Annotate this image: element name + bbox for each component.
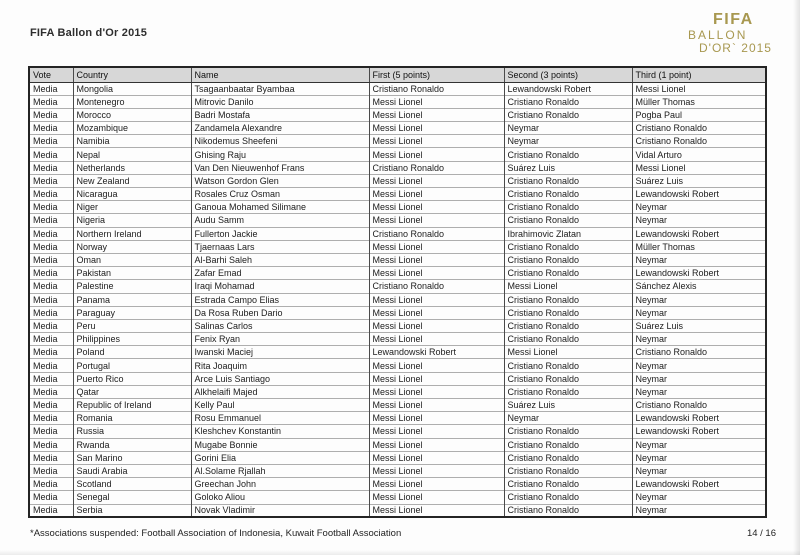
cell-name: Mitrovic Danilo	[191, 95, 369, 108]
cell-vote: Media	[29, 399, 73, 412]
cell-name: Zafar Emad	[191, 267, 369, 280]
cell-second: Cristiano Ronaldo	[504, 306, 632, 319]
cell-country: Qatar	[73, 385, 191, 398]
cell-vote: Media	[29, 438, 73, 451]
cell-country: Pakistan	[73, 267, 191, 280]
table-row	[29, 451, 766, 464]
cell-third: Neymar	[632, 201, 766, 214]
cell-second: Cristiano Ronaldo	[504, 464, 632, 477]
cell-third: Cristiano Ronaldo	[632, 135, 766, 148]
cell-first: Messi Lionel	[369, 464, 504, 477]
cell-country: Saudi Arabia	[73, 464, 191, 477]
cell-name: Iraqi Mohamad	[191, 280, 369, 293]
cell-third: Neymar	[632, 293, 766, 306]
cell-second: Lewandowski Robert	[504, 82, 632, 95]
cell-vote: Media	[29, 135, 73, 148]
logo-ballon-text: BALLON	[688, 28, 748, 42]
cell-third: Lewandowski Robert	[632, 412, 766, 425]
cell-third: Vidal Arturo	[632, 148, 766, 161]
cell-country: Peru	[73, 319, 191, 332]
cell-first: Messi Lionel	[369, 253, 504, 266]
column-header-country: Country	[73, 67, 191, 82]
table-row	[29, 425, 766, 438]
cell-second: Neymar	[504, 122, 632, 135]
cell-first: Messi Lionel	[369, 201, 504, 214]
cell-first: Messi Lionel	[369, 451, 504, 464]
cell-first: Cristiano Ronaldo	[369, 280, 504, 293]
cell-name: Al-Barhi Saleh	[191, 253, 369, 266]
table-row	[29, 280, 766, 293]
cell-name: Watson Gordon Glen	[191, 174, 369, 187]
cell-first: Messi Lionel	[369, 306, 504, 319]
cell-name: Gorini Elia	[191, 451, 369, 464]
cell-first: Messi Lionel	[369, 399, 504, 412]
cell-country: Republic of Ireland	[73, 399, 191, 412]
cell-second: Neymar	[504, 135, 632, 148]
cell-name: Ganoua Mohamed Silimane	[191, 201, 369, 214]
cell-second: Suárez Luis	[504, 161, 632, 174]
cell-third: Neymar	[632, 464, 766, 477]
cell-name: Tsagaanbaatar Byambaa	[191, 82, 369, 95]
cell-vote: Media	[29, 306, 73, 319]
cell-name: Nikodemus Sheefeni	[191, 135, 369, 148]
cell-second: Cristiano Ronaldo	[504, 491, 632, 504]
cell-name: Fullerton Jackie	[191, 227, 369, 240]
cell-vote: Media	[29, 280, 73, 293]
table-row	[29, 438, 766, 451]
cell-third: Suárez Luis	[632, 319, 766, 332]
cell-second: Cristiano Ronaldo	[504, 438, 632, 451]
cell-third: Messi Lionel	[632, 82, 766, 95]
cell-name: Ghising Raju	[191, 148, 369, 161]
cell-country: San Marino	[73, 451, 191, 464]
cell-country: Oman	[73, 253, 191, 266]
cell-third: Neymar	[632, 253, 766, 266]
cell-first: Lewandowski Robert	[369, 346, 504, 359]
logo-dor-year-text: D'OR` 2015	[699, 41, 772, 55]
table-row	[29, 253, 766, 266]
cell-second: Suárez Luis	[504, 399, 632, 412]
cell-third: Cristiano Ronaldo	[632, 122, 766, 135]
table-row	[29, 504, 766, 517]
table-row	[29, 333, 766, 346]
cell-third: Neymar	[632, 438, 766, 451]
table-row	[29, 478, 766, 491]
cell-first: Messi Lionel	[369, 95, 504, 108]
cell-vote: Media	[29, 122, 73, 135]
cell-first: Messi Lionel	[369, 333, 504, 346]
cell-name: Van Den Nieuwenhof Frans	[191, 161, 369, 174]
table-row	[29, 82, 766, 95]
table-row	[29, 148, 766, 161]
fifa-ballon-dor-logo	[688, 12, 780, 55]
table-row	[29, 319, 766, 332]
table-row	[29, 293, 766, 306]
cell-second: Cristiano Ronaldo	[504, 188, 632, 201]
cell-first: Messi Lionel	[369, 438, 504, 451]
cell-first: Messi Lionel	[369, 240, 504, 253]
cell-first: Messi Lionel	[369, 174, 504, 187]
cell-first: Messi Lionel	[369, 491, 504, 504]
cell-vote: Media	[29, 188, 73, 201]
cell-country: Scotland	[73, 478, 191, 491]
cell-first: Messi Lionel	[369, 108, 504, 121]
scan-edge-right	[793, 0, 800, 555]
votes-table	[28, 66, 767, 518]
suspended-associations-footnote: *Associations suspended: Football Association of Indonesia, Kuwait Football Association	[30, 528, 402, 539]
table-row	[29, 161, 766, 174]
logo-fifa-wordmark: FIFA	[713, 11, 754, 28]
cell-first: Messi Lionel	[369, 504, 504, 517]
cell-second: Cristiano Ronaldo	[504, 293, 632, 306]
cell-second: Cristiano Ronaldo	[504, 214, 632, 227]
cell-name: Tjaernaas Lars	[191, 240, 369, 253]
cell-name: Alkhelaifi Majed	[191, 385, 369, 398]
table-row	[29, 227, 766, 240]
cell-name: Al.Solame Rjallah	[191, 464, 369, 477]
page-number: 14 / 16	[746, 528, 776, 539]
cell-country: Namibia	[73, 135, 191, 148]
cell-third: Neymar	[632, 359, 766, 372]
cell-name: Zandamela Alexandre	[191, 122, 369, 135]
cell-first: Messi Lionel	[369, 319, 504, 332]
cell-second: Cristiano Ronaldo	[504, 174, 632, 187]
table-row	[29, 464, 766, 477]
cell-name: Da Rosa Ruben Dario	[191, 306, 369, 319]
cell-country: Serbia	[73, 504, 191, 517]
cell-name: Greechan John	[191, 478, 369, 491]
table-row	[29, 201, 766, 214]
votes-table-body	[29, 82, 766, 517]
cell-vote: Media	[29, 161, 73, 174]
cell-second: Cristiano Ronaldo	[504, 504, 632, 517]
cell-third: Neymar	[632, 333, 766, 346]
cell-first: Messi Lionel	[369, 293, 504, 306]
cell-country: Montenegro	[73, 95, 191, 108]
cell-vote: Media	[29, 227, 73, 240]
cell-second: Cristiano Ronaldo	[504, 451, 632, 464]
cell-first: Messi Lionel	[369, 135, 504, 148]
cell-name: Audu Samm	[191, 214, 369, 227]
table-row	[29, 372, 766, 385]
cell-vote: Media	[33, 83, 58, 94]
table-row	[29, 95, 766, 108]
cell-third: Cristiano Ronaldo	[632, 346, 766, 359]
cell-name: Mugabe Bonnie	[191, 438, 369, 451]
header-row	[29, 67, 766, 82]
cell-country: Portugal	[73, 359, 191, 372]
cell-country: Romania	[73, 412, 191, 425]
cell-vote: Media	[29, 201, 73, 214]
cell-country: Norway	[73, 240, 191, 253]
cell-third: Lewandowski Robert	[632, 267, 766, 280]
cell-first: Messi Lionel	[369, 372, 504, 385]
cell-vote: Media	[29, 464, 73, 477]
cell-vote: Media	[29, 451, 73, 464]
table-row	[29, 240, 766, 253]
table-row	[29, 306, 766, 319]
cell-first: Messi Lionel	[369, 478, 504, 491]
cell-third: Pogba Paul	[632, 108, 766, 121]
cell-second: Ibrahimovic Zlatan	[504, 227, 632, 240]
cell-first: Messi Lionel	[369, 359, 504, 372]
table-row	[29, 359, 766, 372]
cell-country: Nepal	[73, 148, 191, 161]
cell-country: Rwanda	[73, 438, 191, 451]
cell-name: Kleshchev Konstantin	[191, 425, 369, 438]
cell-name: Kelly Paul	[191, 399, 369, 412]
cell-vote: Media	[29, 372, 73, 385]
cell-second: Cristiano Ronaldo	[504, 372, 632, 385]
cell-second: Cristiano Ronaldo	[504, 319, 632, 332]
cell-vote: Media	[29, 346, 73, 359]
cell-first: Messi Lionel	[369, 385, 504, 398]
cell-first: Messi Lionel	[369, 412, 504, 425]
table-row	[29, 385, 766, 398]
cell-second: Messi Lionel	[504, 280, 632, 293]
cell-first: Messi Lionel	[369, 148, 504, 161]
cell-third: Neymar	[632, 451, 766, 464]
cell-vote: Media	[29, 214, 73, 227]
table-row	[29, 267, 766, 280]
cell-vote: Media	[29, 174, 73, 187]
cell-country: Palestine	[73, 280, 191, 293]
cell-country: Nigeria	[73, 214, 191, 227]
cell-vote: Media	[29, 240, 73, 253]
cell-name: Arce Luis Santiago	[191, 372, 369, 385]
column-header-name: Name	[191, 67, 369, 82]
cell-country: Paraguay	[73, 306, 191, 319]
cell-first: Messi Lionel	[369, 214, 504, 227]
cell-second: Cristiano Ronaldo	[504, 333, 632, 346]
cell-name: Rita Joaquim	[191, 359, 369, 372]
cell-first: Cristiano Ronaldo	[369, 82, 504, 95]
cell-vote: Media	[29, 412, 73, 425]
cell-second: Cristiano Ronaldo	[504, 201, 632, 214]
cell-vote: Media	[29, 253, 73, 266]
cell-third: Müller Thomas	[632, 240, 766, 253]
cell-name: Goloko Aliou	[191, 491, 369, 504]
table-row	[29, 108, 766, 121]
cell-second: Messi Lionel	[504, 346, 632, 359]
cell-name: Estrada Campo Elias	[191, 293, 369, 306]
cell-third: Neymar	[632, 372, 766, 385]
table-row	[29, 214, 766, 227]
cell-country: Mozambique	[73, 122, 191, 135]
cell-vote: Media	[29, 491, 73, 504]
page-title: FIFA Ballon d'Or 2015	[30, 27, 148, 39]
cell-third: Lewandowski Robert	[632, 188, 766, 201]
cell-third: Lewandowski Robert	[632, 478, 766, 491]
cell-vote: Media	[29, 504, 73, 517]
table-row	[29, 412, 766, 425]
cell-country: Niger	[73, 201, 191, 214]
cell-second: Neymar	[504, 412, 632, 425]
cell-third: Neymar	[632, 214, 766, 227]
table-row	[29, 399, 766, 412]
cell-second: Cristiano Ronaldo	[504, 385, 632, 398]
cell-country: Nicaragua	[73, 188, 191, 201]
cell-name: Iwanski Maciej	[191, 346, 369, 359]
cell-country: Poland	[73, 346, 191, 359]
cell-second: Cristiano Ronaldo	[504, 95, 632, 108]
cell-vote: Media	[29, 319, 73, 332]
cell-vote: Media	[29, 148, 73, 161]
cell-country: New Zealand	[73, 174, 191, 187]
cell-third: Lewandowski Robert	[632, 425, 766, 438]
cell-second: Cristiano Ronaldo	[504, 425, 632, 438]
cell-third: Neymar	[632, 306, 766, 319]
cell-second: Cristiano Ronaldo	[504, 267, 632, 280]
cell-name: Novak Vladimir	[191, 504, 369, 517]
cell-vote: Media	[29, 293, 73, 306]
cell-vote: Media	[29, 359, 73, 372]
table-row	[29, 135, 766, 148]
column-header-third: Third (1 point)	[632, 67, 766, 82]
cell-first: Messi Lionel	[369, 122, 504, 135]
cell-country: Mongolia	[73, 82, 191, 95]
cell-third: Neymar	[632, 491, 766, 504]
cell-second: Cristiano Ronaldo	[504, 359, 632, 372]
scan-edge-bottom	[0, 550, 800, 555]
cell-first: Messi Lionel	[369, 267, 504, 280]
table-row	[29, 346, 766, 359]
cell-country: Senegal	[73, 491, 191, 504]
cell-first: Messi Lionel	[369, 188, 504, 201]
cell-first: Messi Lionel	[369, 425, 504, 438]
cell-country: Puerto Rico	[73, 372, 191, 385]
votes-table-header	[29, 67, 766, 82]
table-row	[29, 122, 766, 135]
cell-vote: Media	[29, 108, 73, 121]
column-header-vote: Vote	[29, 67, 73, 82]
table-row	[29, 188, 766, 201]
cell-name: Rosales Cruz Osman	[191, 188, 369, 201]
column-header-second: Second (3 points)	[504, 67, 632, 82]
cell-third: Messi Lionel	[632, 161, 766, 174]
table-row	[29, 491, 766, 504]
column-header-first: First (5 points)	[369, 67, 504, 82]
cell-second: Cristiano Ronaldo	[504, 478, 632, 491]
cell-vote: Media	[29, 95, 73, 108]
cell-vote: Media	[29, 333, 73, 346]
cell-second: Cristiano Ronaldo	[504, 108, 632, 121]
cell-first: Cristiano Ronaldo	[369, 227, 504, 240]
cell-third: Müller Thomas	[632, 95, 766, 108]
cell-third: Cristiano Ronaldo	[632, 399, 766, 412]
cell-country: Philippines	[73, 333, 191, 346]
cell-third: Suárez Luis	[632, 174, 766, 187]
cell-country: Panama	[73, 293, 191, 306]
cell-country: Northern Ireland	[73, 227, 191, 240]
cell-vote: Media	[29, 425, 73, 438]
cell-country: Russia	[73, 425, 191, 438]
cell-second: Cristiano Ronaldo	[504, 240, 632, 253]
cell-second: Cristiano Ronaldo	[504, 148, 632, 161]
cell-name: Rosu Emmanuel	[191, 412, 369, 425]
cell-name: Fenix Ryan	[191, 333, 369, 346]
cell-third: Lewandowski Robert	[632, 227, 766, 240]
cell-third: Neymar	[632, 504, 766, 517]
cell-vote: Media	[29, 385, 73, 398]
cell-country: Netherlands	[73, 161, 191, 174]
cell-third: Neymar	[632, 385, 766, 398]
cell-first: Cristiano Ronaldo	[369, 161, 504, 174]
cell-third: Sánchez Alexis	[632, 280, 766, 293]
cell-vote: Media	[29, 478, 73, 491]
cell-vote: Media	[29, 267, 73, 280]
table-row	[29, 174, 766, 187]
cell-name: Salinas Carlos	[191, 319, 369, 332]
cell-name: Badri Mostafa	[191, 108, 369, 121]
cell-country: Morocco	[73, 108, 191, 121]
cell-second: Cristiano Ronaldo	[504, 253, 632, 266]
